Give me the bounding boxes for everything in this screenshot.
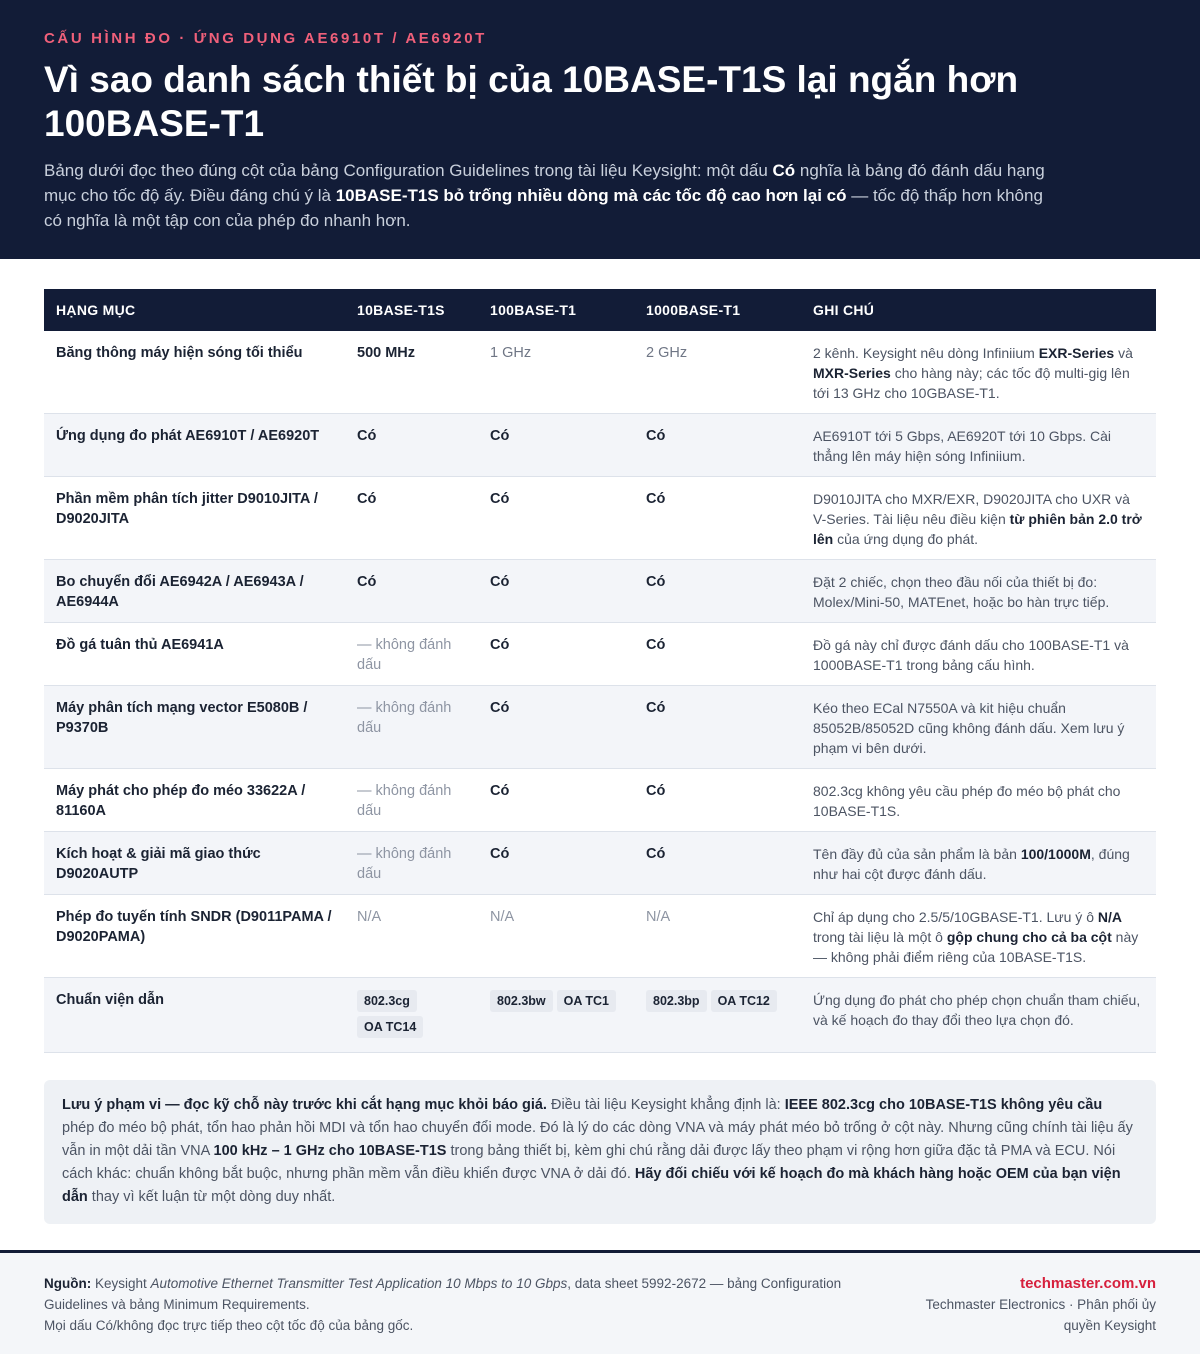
table-row [44,560,1156,623]
row-note [801,769,1156,832]
footer [0,1250,1200,1354]
column-header: GHI CHÚ [813,302,875,318]
table-row [44,769,1156,832]
note-bold: 100/1000M [1020,846,1091,862]
callout-bold: IEEE 802.3cg cho 10BASE-T1S không yêu cầu [784,1097,1103,1113]
column-header: 100BASE-T1 [490,302,577,318]
note-text: 2 kênh. Keysight nêu dòng Infiniium [813,345,1039,361]
note-text: này — không phải điểm riêng của 10BASE-T1S. [813,929,1139,965]
standard-tag: 802.3bp [646,990,707,1012]
lead-bold: Có [772,161,796,180]
source-text: Keysight [91,1276,151,1291]
cell-1000base-t1: Có [634,686,801,769]
cell-100base-t1: Có [478,769,634,832]
row-note [801,686,1156,769]
cell-1000base-t1: Có [634,560,801,623]
callout-text: trong bảng thiết bị, kèm ghi chú rằng dải được lấy theo phạm vi rộng hơn giữa đặc tả PMA và ECU. Nói cách khác: chuẩn không bắt buộc, nhưng phần mềm vẫn điều khiển được VNA ở dải đó. [62,1143,1116,1182]
brand-subtitle: Techmaster Electronics · Phân phối ủy quyền Keysight [925,1297,1156,1333]
standard-tag: OA TC1 [557,990,616,1012]
cell-100base-t1: 1 GHz [478,331,634,414]
note-text: Chỉ áp dụng cho 2.5/5/10GBASE-T1. Lưu ý ô [813,909,1098,925]
table-row [44,978,1156,1053]
cell-10base-t1s: — không đánh dấu [345,832,478,895]
column-header: 10BASE-T1S [357,302,445,318]
source-citation [44,1273,864,1336]
cell-100base-t1: N/A [478,895,634,978]
row-category: Máy phân tích mạng vector E5080B / P9370B [44,686,345,769]
note-text: Tên đầy đủ của sản phẩm là bản [813,846,1021,862]
row-category: Băng thông máy hiện sóng tối thiểu [44,331,345,414]
cell-10base-t1s: — không đánh dấu [345,686,478,769]
source-label: Nguồn: [44,1276,92,1291]
row-note [801,331,1156,414]
row-note [801,477,1156,560]
row-note [801,560,1156,623]
cell-1000base-t1: Có [634,769,801,832]
note-bold: MXR-Series [813,365,891,381]
column-header: 1000BASE-T1 [646,302,741,318]
config-table-wrapper [44,289,1156,1053]
cell-10base-t1s: N/A [345,895,478,978]
table-row [44,477,1156,560]
cell-10base-t1s: Có [345,477,478,560]
standard-tag: 802.3bw [490,990,553,1012]
note-text: 802.3cg không yêu cầu phép đo méo bộ phát cho 10BASE-T1S. [813,783,1121,819]
note-text: Đặt 2 chiếc, chọn theo đầu nối của thiết bị đo: Molex/Mini-50, MATEnet, hoặc bo hàn trực tiếp. [813,574,1110,610]
cell-100base-t1: Có [478,623,634,686]
scope-note-callout [44,1080,1156,1224]
standard-tag: 802.3cg [357,990,417,1012]
callout-text: thay vì kết luận từ một dòng duy nhất. [87,1189,336,1205]
cell-100base-t1: Có [478,686,634,769]
cell-100base-t1: Có [478,560,634,623]
row-category: Bo chuyển đổi AE6942A / AE6943A / AE6944A [44,560,345,623]
source-line [44,1273,864,1315]
cell-1000base-t1: Có [634,832,801,895]
row-category: Phần mềm phân tích jitter D9010JITA / D9020JITA [44,477,345,560]
source-title: Automotive Ethernet Transmitter Test Application 10 Mbps to 10 Gbps [150,1276,568,1291]
row-category: Ứng dụng đo phát AE6910T / AE6920T [44,414,345,477]
table-row [44,414,1156,477]
table-row [44,331,1156,414]
lead-text: nghĩa là bảng đó đánh dấu hạng mục cho tốc độ ấy. Điều đáng chú ý là [44,161,1045,205]
note-bold: từ phiên bản 2.0 trở lên [813,511,1142,547]
row-category: Máy phát cho phép đo méo 33622A / 81160A [44,769,345,832]
note-text: trong tài liệu là một ô [813,929,947,945]
note-text: D9010JITA cho MXR/EXR, D9020JITA cho UXR và V-Series. Tài liệu nêu điều kiện [813,491,1130,527]
table-row [44,686,1156,769]
row-category: Phép đo tuyến tính SNDR (D9011PAMA / D9020PAMA) [44,895,345,978]
source-text: , data sheet 5992-2672 — bảng Configuration Guidelines và bảng Minimum Requirements. [44,1276,842,1312]
note-text: cho hàng này; các tốc độ multi-gig lên tới 13 GHz cho 10GBASE-T1. [813,365,1130,401]
cell-10base-t1s: — không đánh dấu [345,769,478,832]
lead-text: — tốc độ thấp hơn không có nghĩa là một tập con của phép đo nhanh hơn. [44,186,1043,230]
cell-1000base-t1: Có [634,623,801,686]
cell-1000base-t1: 2 GHz [634,331,801,414]
brand-link[interactable]: techmaster.com.vn [1020,1275,1156,1292]
cell-1000base-t1 [634,978,801,1053]
eyebrow: CẤU HÌNH ĐO · ỨNG DỤNG AE6910T / AE6920T [44,30,487,47]
note-bold: gộp chung cho cả ba cột [946,929,1112,945]
cell-10base-t1s: — không đánh dấu [345,623,478,686]
note-text: của ứng dụng đo phát. [833,531,979,547]
cell-1000base-t1: Có [634,477,801,560]
column-header: HẠNG MỤC [56,302,136,318]
table-row [44,895,1156,978]
cell-100base-t1 [478,978,634,1053]
note-bold: EXR-Series [1038,345,1115,361]
callout-bold: Hãy đối chiếu với kế hoạch đo mà khách hàng hoặc OEM của bạn viện dẫn [62,1166,1121,1205]
cell-1000base-t1: Có [634,414,801,477]
callout-text: phép đo méo bộ phát, tổn hao phản hồi MDI và tổn hao chuyển đổi mode. Đó là lý do các dòng VNA và máy phát méo bỏ trống ở cột này. Nhưng cũng chính tài liệu ấy vẫn in một dải tần VNA [62,1120,1133,1159]
lead-paragraph [44,158,1054,233]
row-category: Kích hoạt & giải mã giao thức D9020AUTP [44,832,345,895]
table-row [44,623,1156,686]
note-text: và [1114,345,1133,361]
note-text: , đúng như hai cột được đánh dấu. [813,846,1130,882]
cell-100base-t1: Có [478,414,634,477]
note-text: AE6910T tới 5 Gbps, AE6920T tới 10 Gbps. Cài thẳng lên máy hiện sóng Infiniium. [813,428,1112,464]
row-category: Đồ gá tuân thủ AE6941A [44,623,345,686]
table-row [44,832,1156,895]
page-title: Vì sao danh sách thiết bị của 10BASE-T1S lại ngắn hơn 100BASE-T1 [44,59,1019,144]
row-note [801,414,1156,477]
row-category: Chuẩn viện dẫn [44,978,345,1053]
callout-text: Điều tài liệu Keysight khẳng định là: [546,1097,785,1113]
config-table [44,289,1156,1053]
standard-tag: OA TC12 [711,990,777,1012]
cell-100base-t1: Có [478,477,634,560]
cell-10base-t1s: Có [345,560,478,623]
row-note [801,978,1156,1053]
source-footnote: Mọi dấu Có/không đọc trực tiếp theo cột tốc độ của bảng gốc. [44,1318,414,1333]
cell-10base-t1s: 500 MHz [345,331,478,414]
table-header-row [44,289,1156,331]
standard-tag: OA TC14 [357,1016,423,1038]
lead-text: Bảng dưới đọc theo đúng cột của bảng Configuration Guidelines trong tài liệu Keysight: một dấu [44,161,773,180]
note-text: Ứng dụng đo phát cho phép chọn chuẩn tham chiếu, và kế hoạch đo thay đổi theo lựa chọn đó. [813,992,1141,1028]
note-bold: N/A [1097,909,1122,925]
callout-bold: 100 kHz – 1 GHz cho 10BASE-T1S [213,1143,447,1159]
brand-block [896,1273,1156,1336]
callout-bold: Lưu ý phạm vi — đọc kỹ chỗ này trước khi cắt hạng mục khỏi báo giá. [62,1097,547,1113]
cell-100base-t1: Có [478,832,634,895]
lead-bold: 10BASE-T1S bỏ trống nhiều dòng mà các tốc độ cao hơn lại có [335,186,847,205]
cell-10base-t1s: Có [345,414,478,477]
cell-10base-t1s [345,978,478,1053]
note-text: Kéo theo ECal N7550A và kit hiệu chuẩn 85052B/85052D cũng không đánh dấu. Xem lưu ý phạm vi bên dưới. [813,700,1125,756]
row-note [801,623,1156,686]
note-text: Đồ gá này chỉ được đánh dấu cho 100BASE-T1 và 1000BASE-T1 trong bảng cấu hình. [813,637,1129,673]
row-note [801,895,1156,978]
header-banner [0,0,1200,259]
row-note [801,832,1156,895]
cell-1000base-t1: N/A [634,895,801,978]
